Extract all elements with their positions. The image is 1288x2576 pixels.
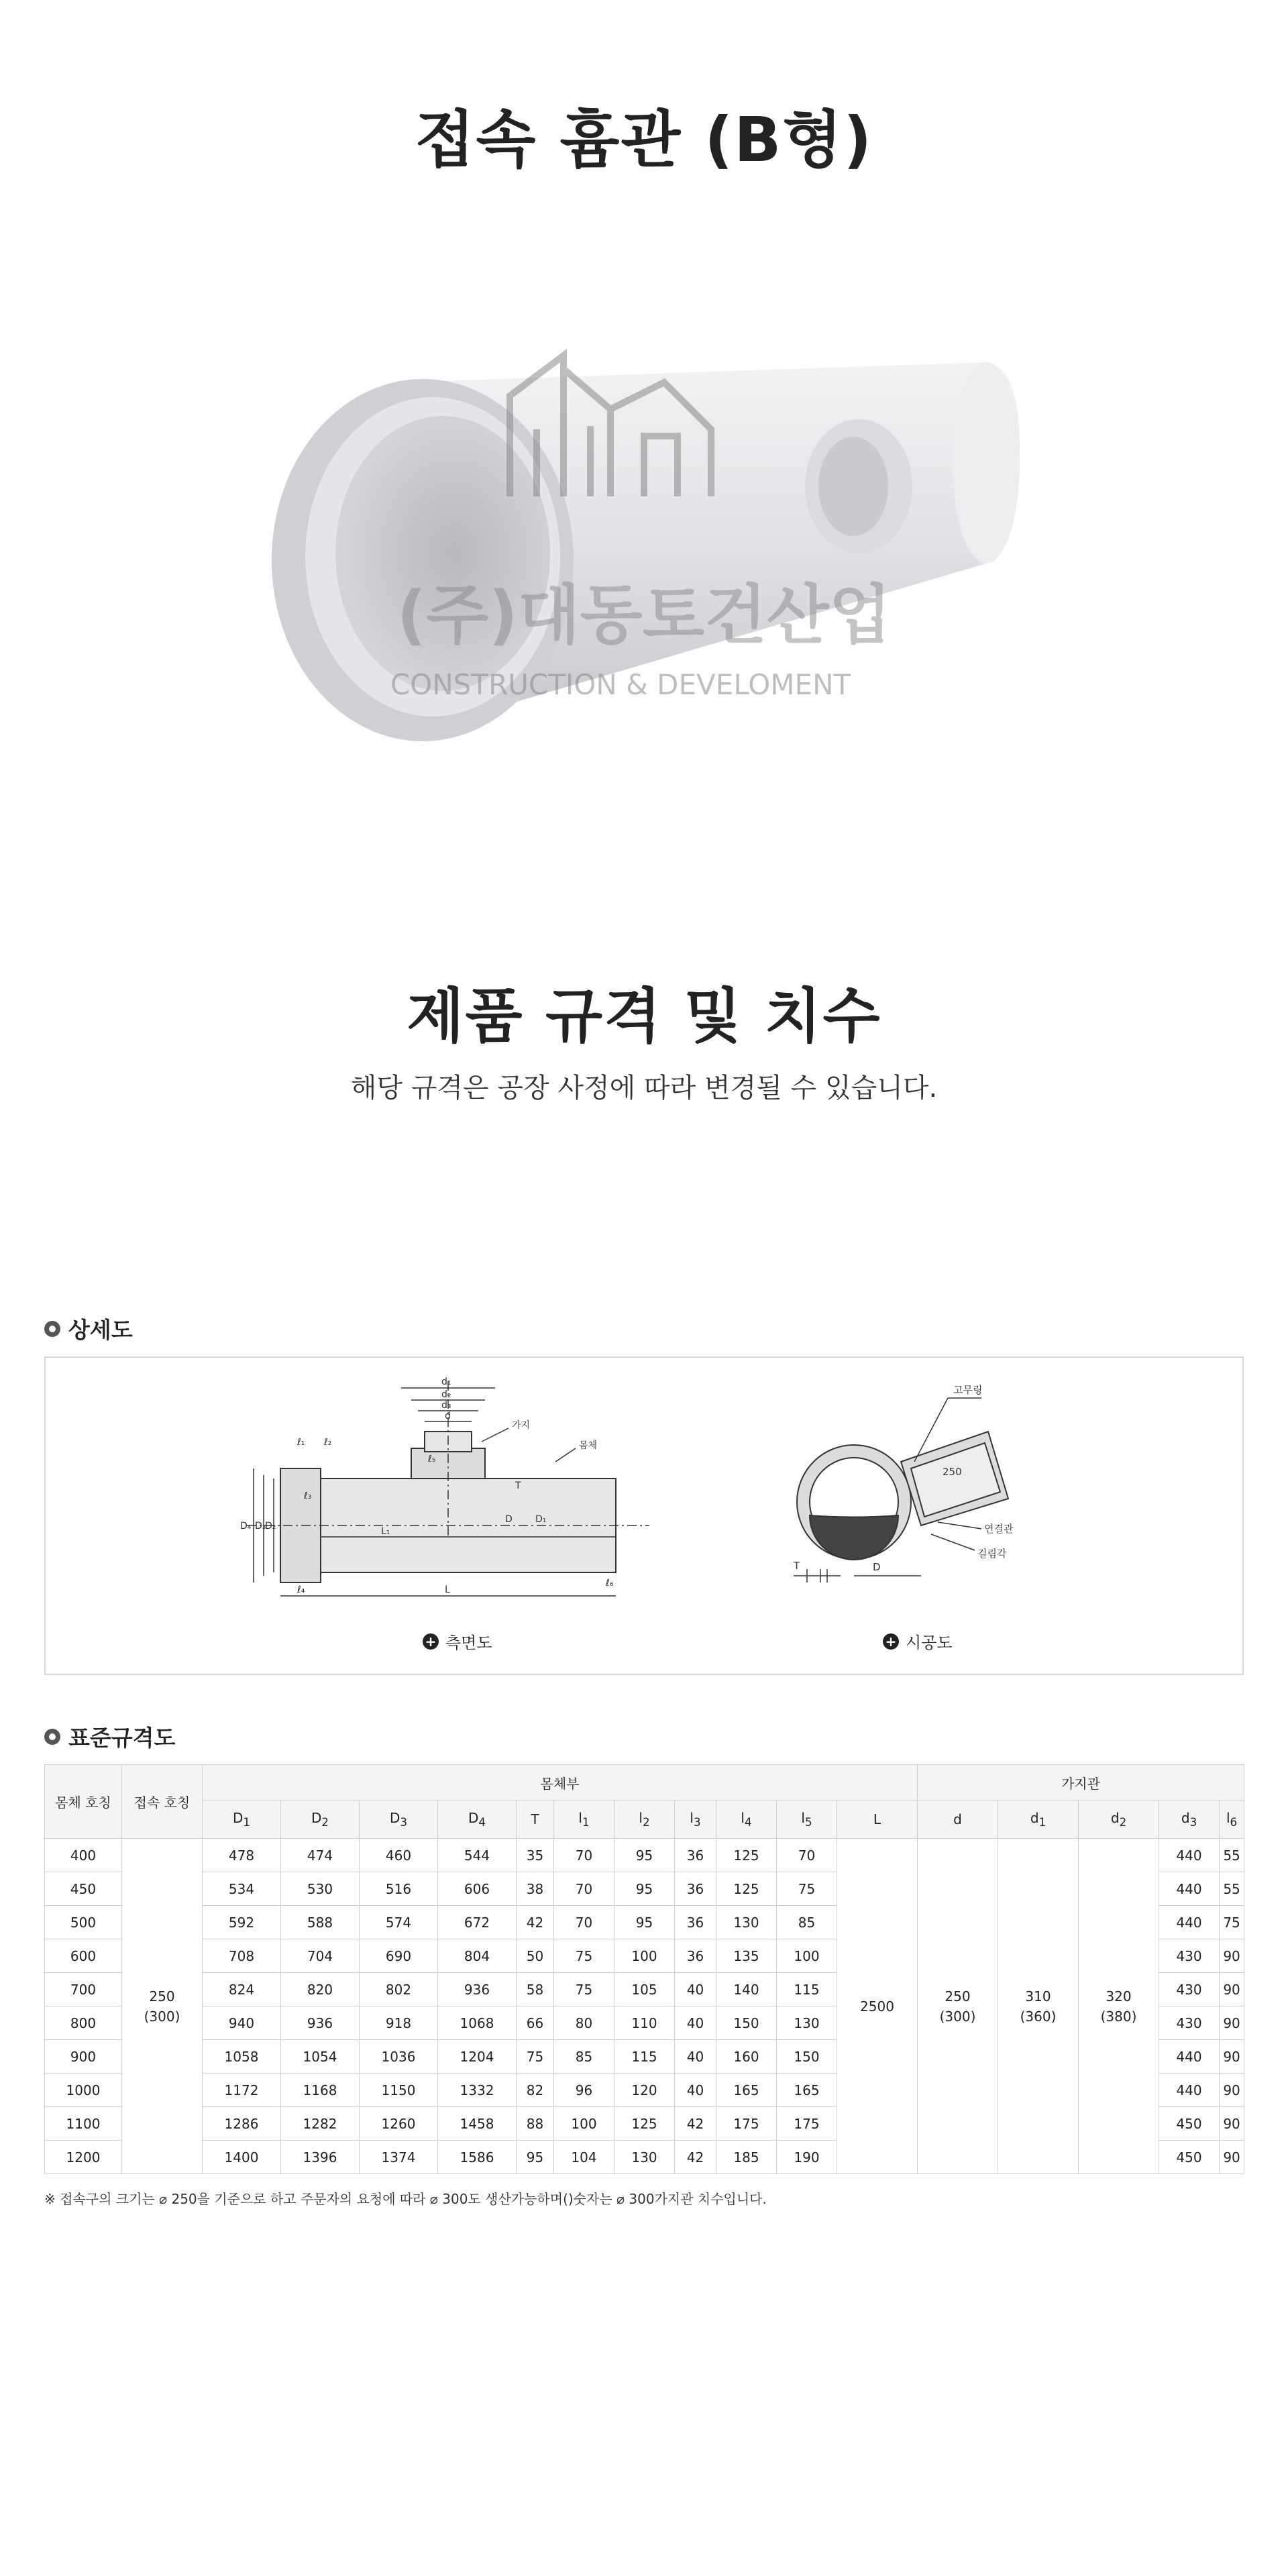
header-D4: $D_4$ [438,1801,517,1839]
header-D3: $D_3$ [360,1801,438,1839]
cell-T: 35 [517,1839,554,1872]
cell-D1: 592 [203,1906,281,1939]
cell-D3: 1036 [360,2040,438,2074]
cell-T: 50 [517,1939,554,1973]
cell-d1-value: 310 [1025,1988,1051,2004]
cell-D1: 708 [203,1939,281,1973]
cell-l6: 90 [1220,1939,1244,1973]
label-install-T: T [794,1560,800,1572]
cell-l3: 42 [675,2141,716,2174]
cell-d3: 440 [1159,1839,1220,1872]
cell-D2: 820 [281,1973,360,2006]
label-D4: D₄ [240,1521,252,1532]
cell-l4: 125 [716,1872,777,1906]
header-l4: $l_4$ [716,1801,777,1839]
cell-conn-size [122,1839,203,2174]
cell-T: 75 [517,2040,554,2074]
watermark-subtitle: CONSTRUCTION & DEVELOMENT [390,668,851,701]
cell-D2: 530 [281,1872,360,1906]
cell-L-value: 2500 [860,1998,894,2015]
cell-D4: 1068 [438,2006,517,2040]
cell-l2: 105 [614,1973,675,2006]
cell-l1: 75 [554,1939,614,1973]
cell-l2: 130 [614,2141,675,2174]
cell-l5: 175 [777,2107,837,2141]
cell-l6: 90 [1220,2141,1244,2174]
bullet-icon [44,1321,60,1337]
cell-D4: 1458 [438,2107,517,2141]
label-install-D: D [873,1561,881,1573]
cell-D1: 1286 [203,2107,281,2141]
concrete-pipe-illustration [241,282,1046,792]
cell-d2-value: 320 [1106,1988,1132,2004]
cell-T: 95 [517,2141,554,2174]
label-d3: d₃ [441,1400,451,1411]
standard-spec-table [44,1764,1244,2174]
cell-l2: 95 [614,1872,675,1906]
cell-T: 42 [517,1906,554,1939]
cell-l4: 125 [716,1839,777,1872]
cell-d3: 450 [1159,2107,1220,2141]
cell-d3: 430 [1159,1973,1220,2006]
plus-circle-icon: + [883,1633,899,1650]
cell-size: 450 [45,1872,122,1906]
label-size: 250 [943,1466,962,1478]
cell-l5: 130 [777,2006,837,2040]
header-d: d [918,1801,998,1839]
header-l1: $l_1$ [554,1801,614,1839]
cell-T: 82 [517,2074,554,2107]
header-l6: $l_6$ [1220,1801,1244,1839]
cell-d3: 430 [1159,2006,1220,2040]
cell-l1: 70 [554,1906,614,1939]
cell-l6: 90 [1220,1973,1244,2006]
label-l2: ℓ₂ [324,1437,332,1448]
cell-l2: 95 [614,1906,675,1939]
cell-size: 400 [45,1839,122,1872]
cell-D4: 936 [438,1973,517,2006]
cell-l4: 140 [716,1973,777,2006]
spec-title: 제품 규격 및 치수 [407,981,881,1051]
cell-D4: 544 [438,1839,517,1872]
plus-circle-icon: + [423,1633,439,1650]
cell-size: 900 [45,2040,122,2074]
cell-size: 1000 [45,2074,122,2107]
cell-l5: 100 [777,1939,837,1973]
cell-l6: 55 [1220,1839,1244,1872]
cell-l3: 36 [675,1872,716,1906]
cell-D2: 474 [281,1839,360,1872]
cell-size: 700 [45,1973,122,2006]
header-l3: $l_3$ [675,1801,716,1839]
cell-l3: 36 [675,1939,716,1973]
cell-l5: 75 [777,1872,837,1906]
cell-l6: 75 [1220,1906,1244,1939]
product-image [241,282,1046,792]
cell-D2: 1282 [281,2107,360,2141]
header-L: L [837,1801,918,1839]
header-l5: $l_5$ [777,1801,837,1839]
cell-T: 88 [517,2107,554,2141]
header-T: T [517,1801,554,1839]
cell-l4: 160 [716,2040,777,2074]
cell-conn-size-value: 250 [149,1988,175,2004]
install-view-caption [883,1629,953,1653]
cell-size: 600 [45,1939,122,1973]
cell-T: 58 [517,1973,554,2006]
cell-D1: 1172 [203,2074,281,2107]
cell-l6: 90 [1220,2040,1244,2074]
cell-D2: 1396 [281,2141,360,2174]
standard-heading-label: 표준규격도 [68,1725,176,1751]
table-row [45,1839,1244,1872]
spec-table-body [45,1839,1244,2174]
label-D3: D₃ [255,1521,266,1532]
cell-l1: 100 [554,2107,614,2141]
cell-d-value: 250 [945,1988,971,2004]
side-view-drawing [240,1368,656,1616]
header-body-size: 몸체 호칭 [45,1765,122,1839]
footnote: ※ 접속구의 크기는 ⌀ 250을 기준으로 하고 주문자의 요청에 따라 ⌀ 300도 생산가능하며()숫자는 ⌀ 300가지관 치수입니다. [44,2191,767,2207]
header-d3: $d_3$ [1159,1801,1220,1839]
cell-l4: 135 [716,1939,777,1973]
cell-l6: 90 [1220,2006,1244,2040]
cell-D4: 606 [438,1872,517,1906]
label-l3: ℓ₃ [304,1491,312,1501]
header-conn-size: 접속 호칭 [122,1765,203,1839]
cell-l6: 90 [1220,2107,1244,2141]
label-l1: ℓ₁ [297,1437,305,1448]
label-body: 몸체 [579,1440,598,1451]
cell-l4: 150 [716,2006,777,2040]
label-D1: D₁ [535,1514,547,1525]
cell-size: 500 [45,1906,122,1939]
cell-D3: 802 [360,1973,438,2006]
header-branch-group: 가지관 [918,1765,1244,1801]
cell-D1: 940 [203,2006,281,2040]
cell-d1-alt-value: (360) [1020,2008,1057,2025]
cell-D3: 1374 [360,2141,438,2174]
label-branch: 가지 [512,1420,531,1431]
cell-l1: 80 [554,2006,614,2040]
header-D2: $D_2$ [281,1801,360,1839]
cell-l5: 165 [777,2074,837,2107]
cell-D3: 1260 [360,2107,438,2141]
cell-l3: 40 [675,1973,716,2006]
cell-T: 66 [517,2006,554,2040]
cell-l5: 70 [777,1839,837,1872]
cell-d3: 440 [1159,1906,1220,1939]
cell-l5: 85 [777,1906,837,1939]
label-ring: 고무링 [953,1384,983,1396]
cell-d [918,1839,998,2174]
cell-l6: 90 [1220,2074,1244,2107]
cell-D1: 1058 [203,2040,281,2074]
label-d2: d₂ [441,1389,451,1400]
cell-l3: 42 [675,2107,716,2141]
cell-l1: 70 [554,1872,614,1906]
cell-l5: 190 [777,2141,837,2174]
cell-D3: 690 [360,1939,438,1973]
label-connector: 연결관 [984,1523,1014,1535]
cell-l2: 115 [614,2040,675,2074]
header-D1: $D_1$ [203,1801,281,1839]
label-hook: 걸림각 [977,1548,1007,1560]
detail-drawing-box [44,1356,1244,1675]
install-view-drawing [787,1368,1069,1616]
label-l5: ℓ₅ [428,1454,436,1464]
cell-l1: 104 [554,2141,614,2174]
label-l6: ℓ₆ [606,1578,614,1589]
cell-l1: 75 [554,1973,614,2006]
cell-d-alt-value: (300) [939,2008,976,2025]
cell-l2: 125 [614,2107,675,2141]
cell-d3: 440 [1159,2040,1220,2074]
cell-d1 [998,1839,1079,2174]
cell-D3: 574 [360,1906,438,1939]
cell-D3: 1150 [360,2074,438,2107]
cell-D2: 936 [281,2006,360,2040]
label-L: L [445,1585,450,1595]
cell-D2: 704 [281,1939,360,1973]
label-L1: L₁ [381,1526,390,1537]
watermark-company: (주)대동토건산업 [396,578,892,653]
cell-d3: 450 [1159,2141,1220,2174]
cell-l4: 175 [716,2107,777,2141]
cell-D4: 1586 [438,2141,517,2174]
cell-D2: 1054 [281,2040,360,2074]
cell-size: 1100 [45,2107,122,2141]
header-d1: $d_1$ [998,1801,1079,1839]
cell-l2: 110 [614,2006,675,2040]
cell-l6: 55 [1220,1872,1244,1906]
cell-conn-size-alt-value: (300) [144,2008,180,2025]
cell-D4: 1332 [438,2074,517,2107]
label-T: T [515,1481,521,1491]
cell-l2: 120 [614,2074,675,2107]
standard-heading [44,1721,175,1752]
detail-heading [44,1313,133,1344]
cell-D1: 478 [203,1839,281,1872]
cell-size: 1200 [45,2141,122,2174]
cell-D1: 1400 [203,2141,281,2174]
header-l2: $l_2$ [614,1801,675,1839]
cell-l3: 40 [675,2040,716,2074]
side-view-caption-label: 측면도 [445,1633,492,1652]
cell-l3: 40 [675,2074,716,2107]
cell-d3: 440 [1159,2074,1220,2107]
cell-D4: 1204 [438,2040,517,2074]
cell-l3: 40 [675,2006,716,2040]
cell-d3: 440 [1159,1872,1220,1906]
side-view-caption [423,1629,492,1653]
install-view-caption-label: 시공도 [906,1633,953,1652]
header-body-group: 몸체부 [203,1765,918,1801]
cell-l1: 85 [554,2040,614,2074]
cell-l4: 165 [716,2074,777,2107]
cell-l1: 70 [554,1839,614,1872]
cell-l5: 150 [777,2040,837,2074]
cell-d3: 430 [1159,1939,1220,1973]
cell-d2 [1079,1839,1159,2174]
label-D2: D₂ [265,1521,276,1532]
cell-size: 800 [45,2006,122,2040]
cell-T: 38 [517,1872,554,1906]
cell-D2: 1168 [281,2074,360,2107]
cell-D1: 534 [203,1872,281,1906]
label-l4: ℓ₄ [297,1585,305,1595]
label-D: D [505,1514,513,1525]
cell-l2: 100 [614,1939,675,1973]
page-title: 접속 흄관 (B형) [415,104,873,176]
cell-D3: 460 [360,1839,438,1872]
cell-D4: 804 [438,1939,517,1973]
cell-D2: 588 [281,1906,360,1939]
cell-D1: 824 [203,1973,281,2006]
cell-l3: 36 [675,1839,716,1872]
spec-subtitle: 해당 규격은 공장 사정에 따라 변경될 수 있습니다. [350,1073,938,1104]
label-d1: d₁ [441,1377,451,1387]
cell-l5: 115 [777,1973,837,2006]
cell-D3: 516 [360,1872,438,1906]
cell-D3: 918 [360,2006,438,2040]
cell-l4: 130 [716,1906,777,1939]
header-d2: $d_2$ [1079,1801,1159,1839]
cell-l2: 95 [614,1839,675,1872]
cell-l3: 36 [675,1906,716,1939]
label-d: d [445,1411,451,1421]
cell-l4: 185 [716,2141,777,2174]
cell-D4: 672 [438,1906,517,1939]
cell-L [837,1839,918,2174]
cell-d2-alt-value: (380) [1100,2008,1137,2025]
cell-l1: 96 [554,2074,614,2107]
detail-heading-label: 상세도 [68,1317,133,1343]
bullet-icon [44,1729,60,1745]
